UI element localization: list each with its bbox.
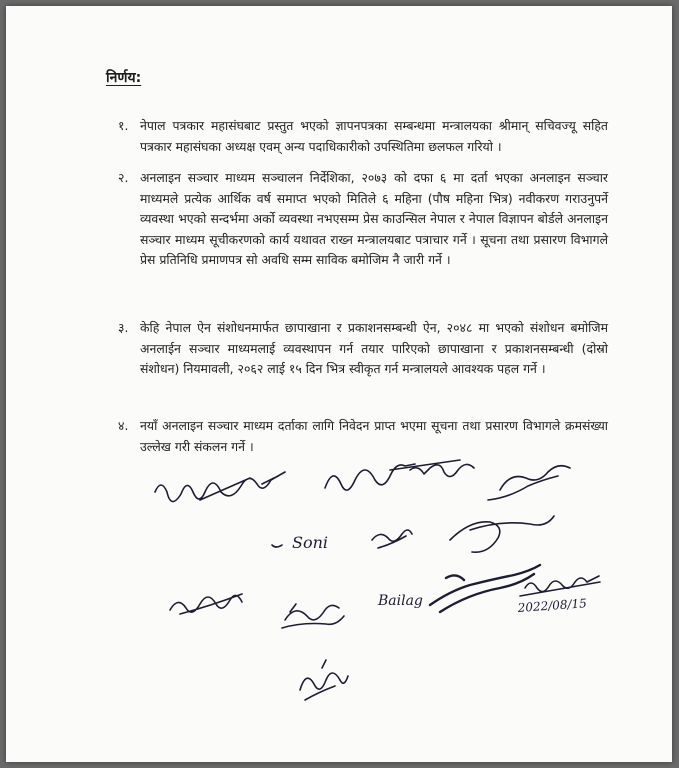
item-number: ४. [118, 418, 129, 433]
decision-item [118, 318, 608, 380]
item-text: नेपाल पत्रकार महासंघबाट प्रस्तुत भएको ज्ञापनपत्रका सम्बन्धमा मन्त्रालयका श्रीमान् सचिवज्यू सहित पत्रकार महासंघका अध्यक्ष एवम् अन्य पदाधिकारीको उपस्थितिमा छलफल गरियो । [140, 118, 608, 154]
decision-heading: निर्णय: [106, 70, 142, 86]
item-text: केहि नेपाल ऐन संशोधनमार्फत छापाखाना र प्रकाशनसम्बन्धी ऐन, २०४८ मा भएको संशोधन बमोजिम अनलाईन सञ्चार माध्यमलाई व्यवस्थापन गर्न तयार पारिएको छापाखाना र प्रकाशनसम्बन्धी (दोस्रो संशोधन) नियमावली, २०६२ लाई १५ दिन भित्र स्वीकृत गर्न मन्त्रालयले आवश्यक पहल गर्ने । [140, 320, 608, 376]
item-number: २. [118, 170, 129, 185]
item-text: नयाँ अनलाइन सञ्चार माध्यम दर्ताका लागि निवेदन प्राप्त भएमा सूचना तथा प्रसारण विभागले क्रमसंख्या उल्लेख गरी संकलन गर्ने । [140, 418, 608, 454]
decision-item [118, 416, 608, 457]
signature-bailag-text: Bailag [378, 593, 423, 609]
decision-item [118, 116, 608, 157]
signature-date-text: 2022/08/15 [517, 596, 588, 615]
document-page [6, 6, 672, 762]
item-text: अनलाइन सञ्चार माध्यम सञ्चालन निर्देशिका, २०७३ को दफा ६ मा दर्ता भएका अनलाइन सञ्चार माध्यमले प्रत्येक आर्थिक वर्ष समाप्त भएको मितिले ६ महिना (पौष महिना भित्र) नवीकरण गराउनुपर्ने व्यवस्था भएको सन्दर्भमा अर्को व्यवस्था नभएसम्म प्रेस काउन्सिल नेपाल र नेपाल विज्ञापन बोर्डले अनलाइन सञ्चार माध्यम सूचीकरणको कार्य यथावत राख्न मन्त्रालयबाट पत्राचार गर्ने । सूचना तथा प्रसारण विभागले प्रेस प्रतिनिधि प्रमाणपत्र सो अवधि सम्म साविक बमोजिम नै जारी गर्ने । [140, 170, 608, 267]
item-number: १. [118, 118, 129, 133]
decision-item [118, 168, 608, 271]
item-number: ३. [118, 320, 129, 335]
signature-soni-text: Soni [292, 533, 329, 552]
